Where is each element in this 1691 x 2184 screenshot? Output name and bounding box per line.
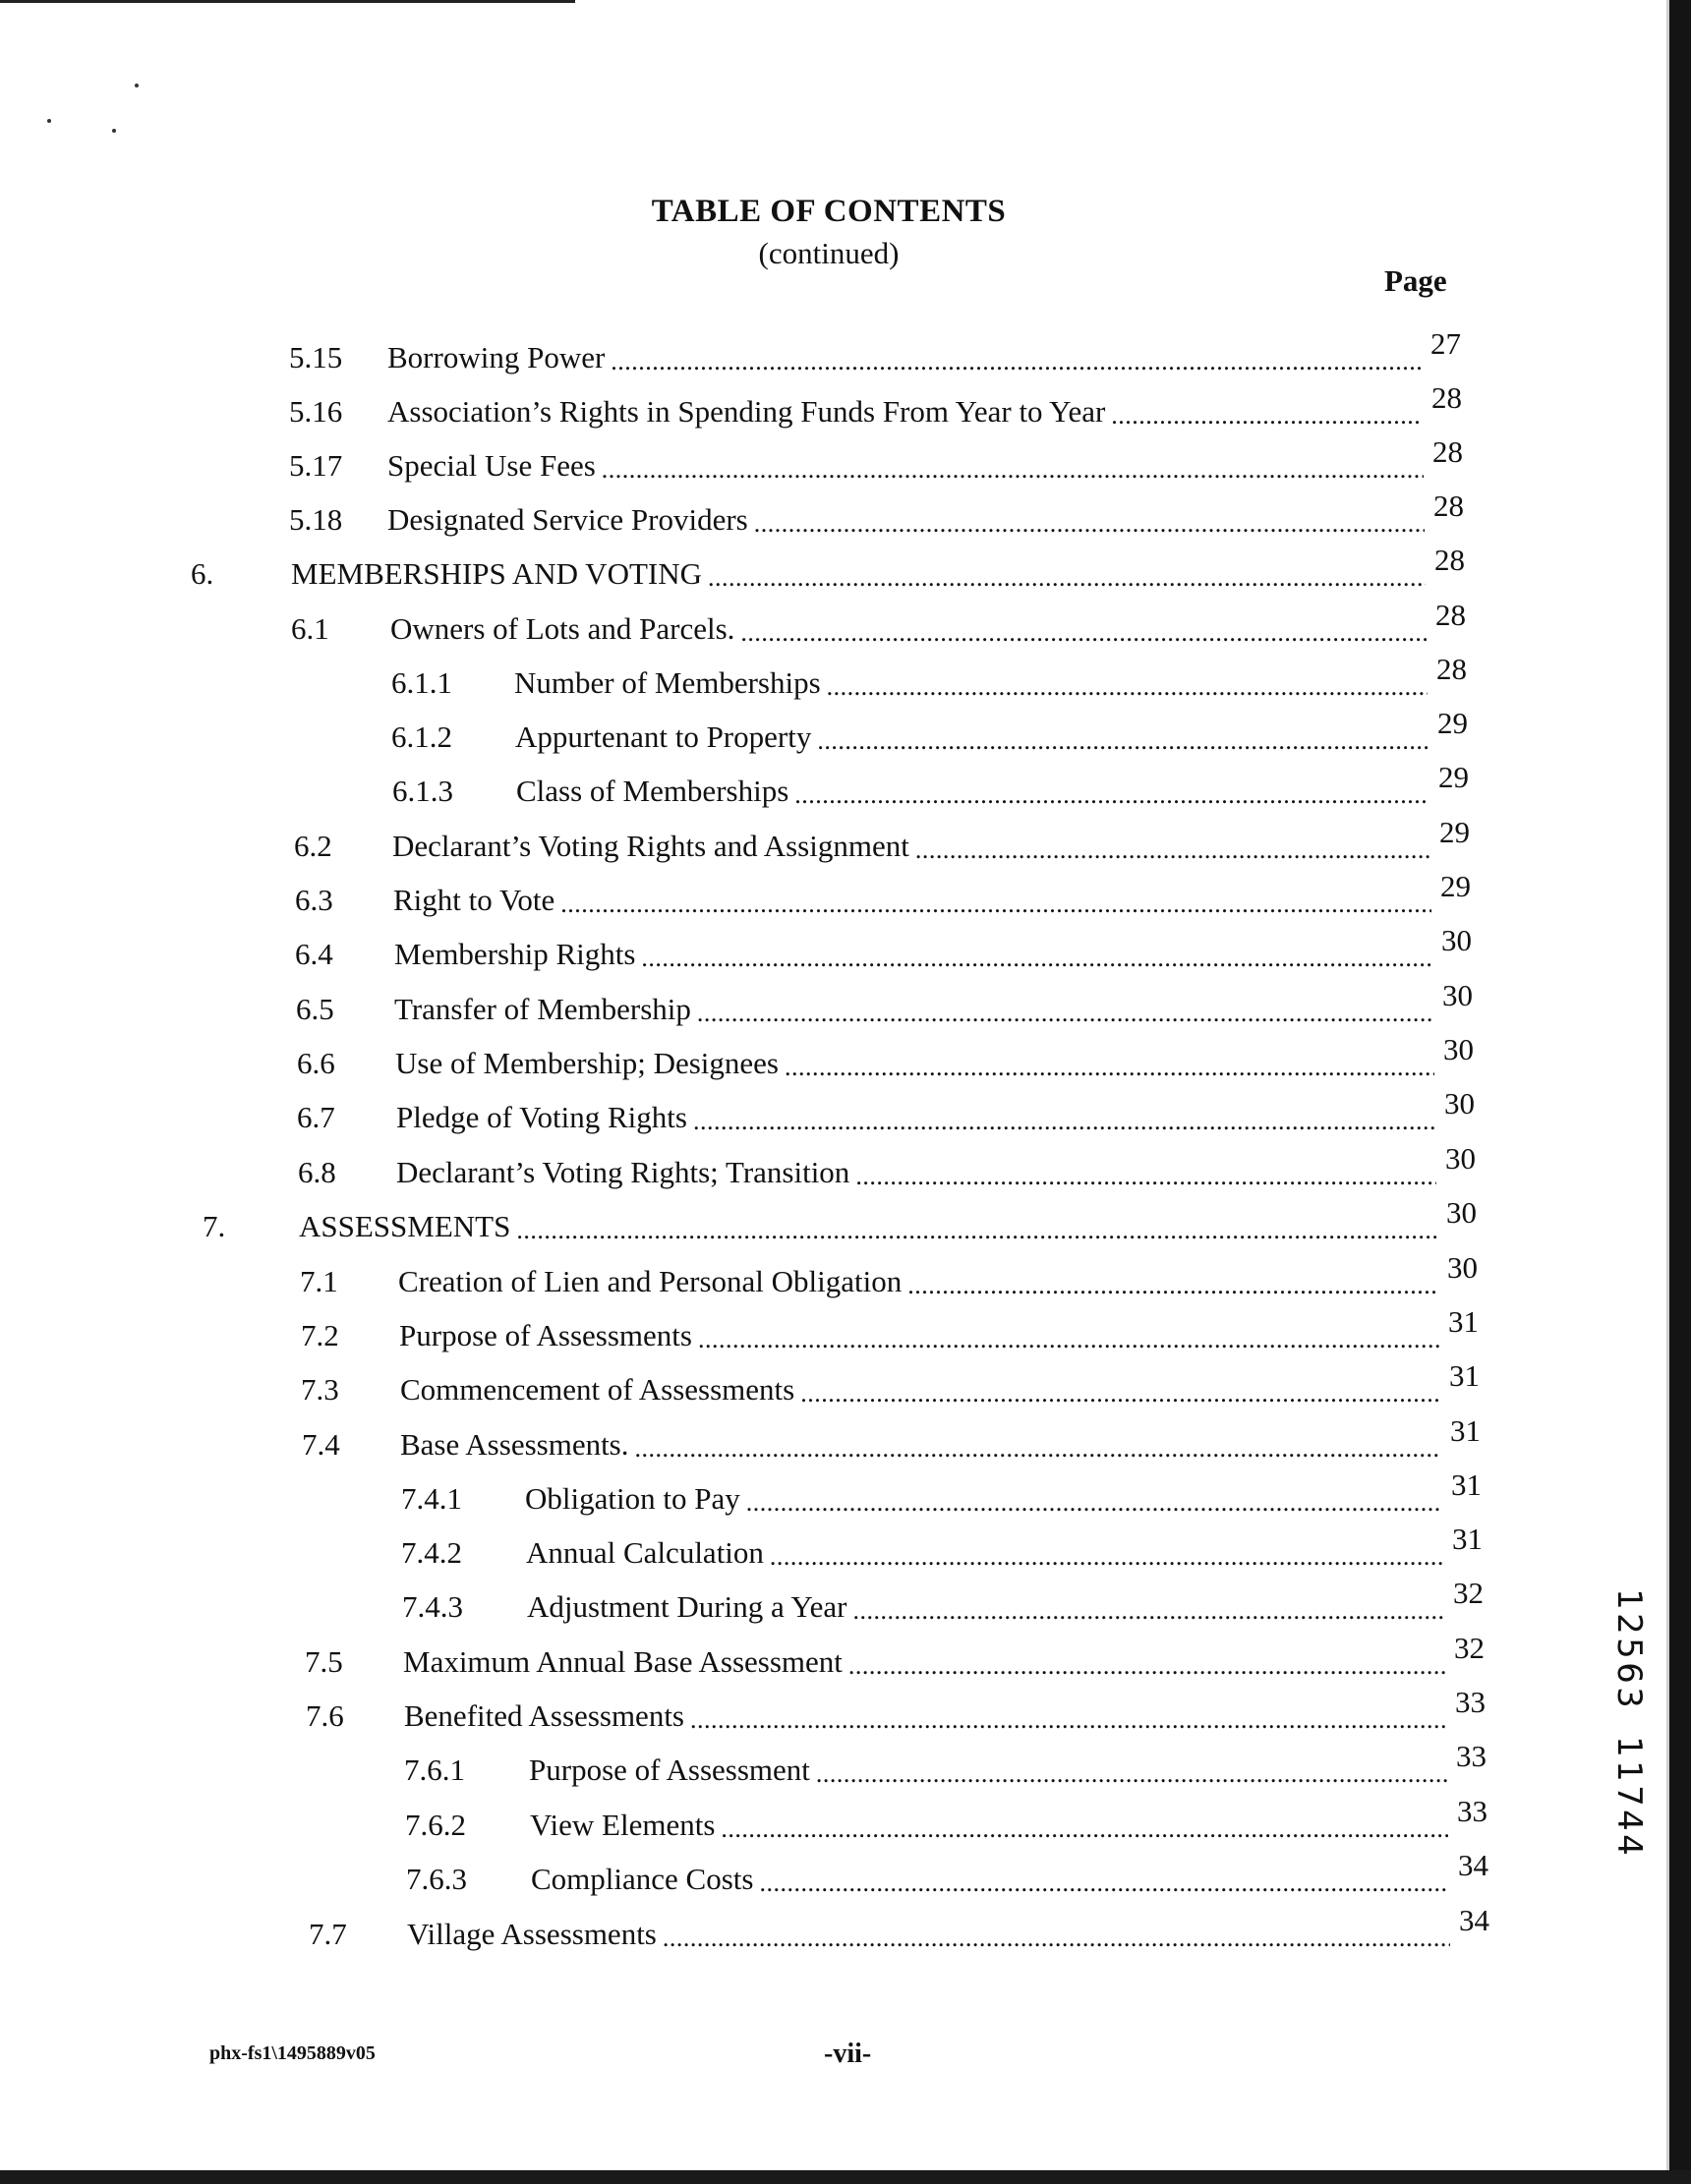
side-stamp-digit: 7 (1608, 1785, 1649, 1807)
toc-dot-leader (770, 1537, 1443, 1568)
toc-entry-title: Purpose of Assessments (399, 1318, 692, 1352)
toc-dot-leader (641, 939, 1432, 969)
toc-dot-leader (560, 885, 1431, 915)
toc-entry-page: 29 (1439, 815, 1470, 849)
toc-dot-leader (855, 1157, 1436, 1187)
toc-entry-title: Class of Memberships (516, 774, 789, 808)
toc-entry (296, 978, 1473, 1031)
toc-entry-number: 5.15 (289, 340, 343, 374)
toc-entry-page: 34 (1459, 1903, 1489, 1937)
toc-entry-number: 5.17 (289, 448, 343, 483)
toc-entry-title: Transfer of Membership (394, 992, 691, 1026)
toc-entry-title: Designated Service Providers (387, 502, 748, 537)
toc-dot-leader (785, 1048, 1434, 1078)
toc-entry-page: 30 (1441, 923, 1472, 957)
toc-entry (191, 543, 1465, 596)
scan-artifact-bottom-edge (0, 2170, 1691, 2184)
toc-entry (298, 1141, 1476, 1194)
toc-entry-page: 32 (1454, 1631, 1485, 1665)
toc-dot-leader (907, 1266, 1438, 1296)
toc-entry (295, 869, 1471, 922)
side-stamp-digit: 1 (1608, 1736, 1649, 1757)
page-column-header: Page (1384, 263, 1447, 298)
toc-dot-leader (721, 1810, 1448, 1840)
toc-dot-leader (816, 1754, 1447, 1785)
side-stamp-digit: 5 (1608, 1638, 1649, 1659)
toc-entry (294, 815, 1470, 868)
toc-entry-page: 34 (1458, 1848, 1488, 1882)
toc-entry-title: Borrowing Power (387, 340, 606, 374)
side-stamp-number (1608, 1582, 1658, 1858)
toc-entry-page: 29 (1440, 869, 1471, 903)
side-stamp-digit: 6 (1608, 1662, 1649, 1684)
toc-entry (404, 1739, 1487, 1792)
toc-entry (301, 1358, 1480, 1411)
toc-entry-page: 28 (1431, 380, 1462, 415)
toc-dot-leader (746, 1483, 1442, 1514)
toc-entry-title: Adjustment During a Year (527, 1589, 847, 1624)
toc-entry-title: Maximum Annual Base Assessment (403, 1644, 843, 1679)
toc-entry-title: View Elements (530, 1808, 716, 1842)
toc-entry-title: Benefited Assessments (404, 1698, 684, 1733)
toc-entry (302, 1413, 1481, 1466)
side-stamp-digit: 2 (1608, 1613, 1649, 1635)
toc-entry (291, 598, 1466, 651)
toc-entry-number: 6.1 (291, 611, 329, 646)
page-subtitle: (continued) (758, 236, 900, 270)
toc-entry-title: Creation of Lien and Personal Obligation (398, 1264, 903, 1298)
toc-dot-leader (697, 994, 1433, 1024)
side-stamp-digit: 1 (1608, 1760, 1649, 1782)
toc-entry (406, 1848, 1488, 1901)
toc-entry-number: 5.18 (289, 502, 343, 537)
toc-entry (401, 1467, 1482, 1521)
toc-dot-leader (827, 667, 1428, 698)
toc-dot-leader (516, 1211, 1437, 1241)
toc-dot-leader (1111, 396, 1423, 427)
toc-entry-number: 7.4.1 (401, 1481, 462, 1516)
toc-entry-title: ASSESSMENTS (299, 1209, 511, 1243)
toc-entry-title: Appurtenant to Property (515, 719, 812, 754)
toc-entry (289, 380, 1462, 433)
toc-entry-page: 33 (1456, 1739, 1487, 1773)
toc-entry-title: Special Use Fees (387, 448, 596, 483)
toc-entry-title: Pledge of Voting Rights (396, 1100, 687, 1134)
toc-dot-leader (794, 776, 1429, 806)
toc-entry-title: Obligation to Pay (525, 1481, 740, 1516)
toc-entry (305, 1631, 1485, 1684)
toc-entry-number: 5.16 (289, 394, 343, 429)
toc-entry-page: 28 (1434, 543, 1465, 577)
toc-entry-title: Number of Memberships (514, 665, 821, 700)
toc-entry-number: 6.1.1 (391, 665, 452, 700)
toc-entry (401, 1522, 1483, 1575)
toc-entry (309, 1903, 1489, 1956)
toc-dot-leader (611, 342, 1422, 373)
toc-dot-leader (817, 721, 1429, 752)
toc-entry-number: 7.6.3 (406, 1862, 467, 1896)
toc-entry-number: 7.4.3 (402, 1589, 463, 1624)
toc-entry-title: Right to Vote (393, 883, 555, 917)
toc-dot-leader (740, 613, 1427, 644)
footer-page-number: -vii- (824, 2039, 872, 2069)
toc-dot-leader (800, 1374, 1440, 1405)
toc-entry-number: 6. (191, 556, 214, 591)
toc-entry-page: 30 (1444, 1086, 1475, 1121)
toc-entry-page: 29 (1438, 760, 1469, 794)
toc-entry (203, 1195, 1477, 1248)
toc-entry (289, 434, 1463, 488)
toc-entry-number: 7.7 (309, 1917, 347, 1951)
toc-entry-page: 27 (1430, 326, 1461, 361)
footer-document-id: phx-fs1\1495889v05 (209, 2042, 376, 2064)
toc-entry-number: 7.4 (302, 1427, 340, 1462)
toc-dot-leader (602, 450, 1424, 481)
toc-entry-title: Association’s Rights in Spending Funds From Year to Year (387, 394, 1106, 429)
toc-entry-page: 28 (1436, 652, 1467, 686)
toc-entry (405, 1794, 1487, 1847)
toc-dot-leader (852, 1591, 1444, 1622)
toc-entry (295, 923, 1472, 976)
toc-entry-number: 7. (203, 1209, 226, 1243)
toc-entry-number: 7.6.2 (405, 1808, 466, 1842)
toc-entry-page: 30 (1445, 1141, 1476, 1176)
toc-entry-number: 6.1.2 (391, 719, 452, 754)
side-stamp-digit: 3 (1608, 1687, 1649, 1708)
toc-entry-page: 30 (1447, 1250, 1478, 1285)
toc-entry-page: 28 (1432, 434, 1463, 469)
toc-entry (301, 1304, 1479, 1357)
side-stamp-digit: 4 (1608, 1810, 1649, 1831)
toc-entry-page: 30 (1443, 1032, 1474, 1066)
page-title: TABLE OF CONTENTS (651, 194, 1007, 229)
toc-entry (391, 706, 1468, 759)
toc-entry-number: 7.6.1 (404, 1753, 465, 1787)
toc-entry-title: Purpose of Assessment (529, 1753, 810, 1787)
toc-entry-number: 7.4.2 (401, 1535, 462, 1570)
toc-entry-number: 6.5 (296, 992, 334, 1026)
toc-entry-page: 28 (1435, 598, 1466, 632)
toc-entry (289, 326, 1461, 379)
toc-dot-leader (915, 831, 1430, 861)
toc-dot-leader (754, 504, 1425, 535)
side-stamp-digit: 4 (1608, 1834, 1649, 1856)
side-stamp-digit: 1 (1608, 1588, 1649, 1610)
toc-entry-page: 31 (1451, 1467, 1482, 1502)
toc-entry-page: 32 (1453, 1576, 1484, 1610)
toc-entry (289, 489, 1464, 542)
toc-entry-page: 30 (1446, 1195, 1477, 1230)
toc-entry-page: 33 (1455, 1685, 1486, 1719)
toc-dot-leader (690, 1700, 1446, 1731)
toc-entry-page: 33 (1457, 1794, 1487, 1828)
toc-entry-title: Village Assessments (407, 1917, 657, 1951)
toc-entry-number: 7.1 (300, 1264, 338, 1298)
toc-entry-title: Compliance Costs (531, 1862, 754, 1896)
toc-dot-leader (635, 1429, 1442, 1460)
toc-entry-page: 28 (1433, 489, 1464, 523)
toc-entry-number: 6.8 (298, 1155, 336, 1189)
toc-entry (297, 1032, 1474, 1085)
toc-entry (391, 652, 1467, 705)
toc-dot-leader (663, 1919, 1450, 1949)
toc-entry-number: 7.6 (306, 1698, 344, 1733)
toc-entry (300, 1250, 1478, 1303)
toc-entry-page: 30 (1442, 978, 1473, 1012)
toc-entry-title: Use of Membership; Designees (395, 1046, 779, 1080)
toc-entry-page: 31 (1448, 1304, 1479, 1339)
toc-entry-page: 31 (1452, 1522, 1483, 1556)
toc-entry-number: 6.7 (297, 1100, 335, 1134)
toc-entry-number: 7.3 (301, 1372, 339, 1407)
toc-entry-title: Annual Calculation (526, 1535, 764, 1570)
toc-dot-leader (759, 1864, 1449, 1894)
toc-entry-title: Owners of Lots and Parcels. (390, 611, 735, 646)
toc-entry-number: 6.2 (294, 829, 332, 863)
toc-entry (402, 1576, 1484, 1629)
toc-entry-title: Declarant’s Voting Rights; Transition (396, 1155, 850, 1189)
toc-entry-title: MEMBERSHIPS AND VOTING (291, 556, 702, 591)
toc-entry-number: 6.4 (295, 937, 333, 971)
toc-entry-page: 29 (1437, 706, 1468, 740)
toc-entry-page: 31 (1449, 1358, 1480, 1393)
toc-entry (297, 1086, 1475, 1139)
toc-entry (306, 1685, 1486, 1738)
toc-dot-leader (708, 558, 1426, 589)
toc-dot-leader (698, 1320, 1439, 1351)
toc-dot-leader (693, 1102, 1435, 1132)
toc-entry-title: Membership Rights (394, 937, 636, 971)
toc-entry-number: 6.6 (297, 1046, 335, 1080)
toc-entry-title: Commencement of Assessments (400, 1372, 795, 1407)
toc-entry (392, 760, 1469, 813)
toc-entry-page: 31 (1450, 1413, 1481, 1448)
toc-dot-leader (848, 1646, 1445, 1677)
toc-entry-title: Base Assessments. (400, 1427, 629, 1462)
toc-entry-number: 6.1.3 (392, 774, 453, 808)
toc-entry-title: Declarant’s Voting Rights and Assignment (392, 829, 909, 863)
toc-entry-number: 7.5 (305, 1644, 343, 1679)
toc-entry-number: 7.2 (301, 1318, 339, 1352)
toc-entry-number: 6.3 (295, 883, 333, 917)
